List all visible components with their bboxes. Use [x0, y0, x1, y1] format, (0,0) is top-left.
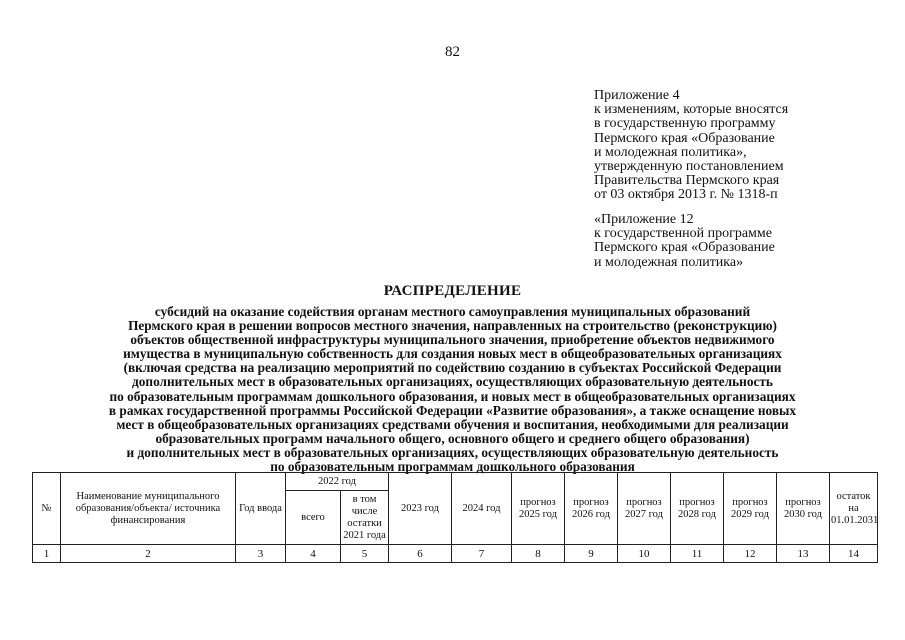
- header-2022: 2022 год: [286, 473, 389, 491]
- document-title: РАСПРЕДЕЛЕНИЕ: [383, 283, 522, 299]
- column-number: 11: [671, 545, 724, 563]
- column-number: 8: [512, 545, 565, 563]
- header-total: всего: [286, 491, 341, 545]
- column-number: 3: [236, 545, 286, 563]
- header-forecast-2030: прогноз 2030 год: [777, 473, 830, 545]
- header-name: Наименование муниципального образования/объекта/ источника финансирования: [61, 473, 236, 545]
- subtitle-line: (включая средства на реализацию мероприятий по содействию созданию в субъектах Российской Федерации: [123, 360, 782, 376]
- subtitle-line: объектов общественной инфраструктуры муниципального значения, приобретение объектов недвижимого: [130, 332, 775, 348]
- appendix-line: в государственную программу: [594, 116, 776, 132]
- column-number: 9: [565, 545, 618, 563]
- column-number: 13: [777, 545, 830, 563]
- column-number: 7: [452, 545, 512, 563]
- subtitle-line: по образовательным программам дошкольного образования, и новых мест в общеобразовательных организациях: [109, 388, 796, 404]
- column-number: 14: [830, 545, 878, 563]
- subtitle-line: субсидий на оказание содействия органам местного самоуправления муниципальных образований: [154, 304, 751, 319]
- header-2024: 2024 год: [452, 473, 512, 545]
- appendix-block-1: [594, 89, 788, 203]
- appendix-block-2: [594, 213, 775, 270]
- subtitle-line: имущества в муниципальную собственность для создания новых мест в общеобразовательных организациях: [123, 346, 782, 362]
- appendix-line: Приложение 4: [594, 88, 680, 103]
- appendix-line: Пермского края «Образование: [594, 130, 775, 146]
- column-number: 2: [61, 545, 236, 563]
- header-forecast-2027: прогноз 2027 год: [618, 473, 671, 545]
- column-number: 4: [286, 545, 341, 563]
- appendix-line: к государственной программе: [594, 226, 772, 242]
- column-number: 10: [618, 545, 671, 563]
- document-subtitle: [40, 305, 865, 474]
- subtitle-line: в рамках государственной программы Российской Федерации «Развитие образования», а также оснащение новых: [108, 402, 797, 418]
- header-forecast-2029: прогноз 2029 год: [724, 473, 777, 545]
- column-number: 12: [724, 545, 777, 563]
- distribution-table: [32, 472, 878, 563]
- header-incl-remains: в том числе остатки 2021 года: [341, 491, 389, 545]
- header-num: №: [33, 473, 61, 545]
- appendix-line: к изменениям, которые вносятся: [594, 102, 789, 118]
- appendix-line: от 03 октября 2013 г. № 1318-п: [594, 187, 778, 203]
- subtitle-line: мест в общеобразовательных организациях средствами обучения и воспитания, необходимыми для реализации: [116, 416, 789, 432]
- subtitle-line: Пермского края в решении вопросов местного значения, направленных на строительство (реконструкцию): [128, 318, 777, 334]
- header-forecast-2026: прогноз 2026 год: [565, 473, 618, 545]
- appendix-line: и молодежная политика»: [594, 254, 744, 270]
- page-number: 82: [445, 44, 460, 60]
- subtitle-line: дополнительных мест в образовательных организациях, осуществляющих образовательную деятельность: [132, 374, 773, 390]
- column-number: 6: [389, 545, 452, 563]
- appendix-line: «Приложение 12: [594, 212, 694, 227]
- column-number: 5: [341, 545, 389, 563]
- header-forecast-2028: прогноз 2028 год: [671, 473, 724, 545]
- subtitle-line: и дополнительных мест в образовательных организациях, осуществляющих образовательную деятельность: [126, 444, 779, 460]
- header-year-intro: Год ввода: [236, 473, 286, 545]
- appendix-line: Пермского края «Образование: [594, 240, 775, 256]
- column-number: 1: [33, 545, 61, 563]
- header-remain-2031: остаток на 01.01.2031: [830, 473, 878, 545]
- appendix-line: Правительства Пермского края: [594, 173, 780, 189]
- header-2023: 2023 год: [389, 473, 452, 545]
- column-number-row: [33, 545, 878, 563]
- appendix-line: утвержденную постановлением: [594, 159, 784, 175]
- header-forecast-2025: прогноз 2025 год: [512, 473, 565, 545]
- subtitle-line: по образовательным программам дошкольного образования: [270, 459, 635, 475]
- subtitle-line: образовательных программ начального общего, основного общего и среднего общего образования): [155, 430, 750, 446]
- appendix-line: и молодежная политика»,: [594, 144, 747, 160]
